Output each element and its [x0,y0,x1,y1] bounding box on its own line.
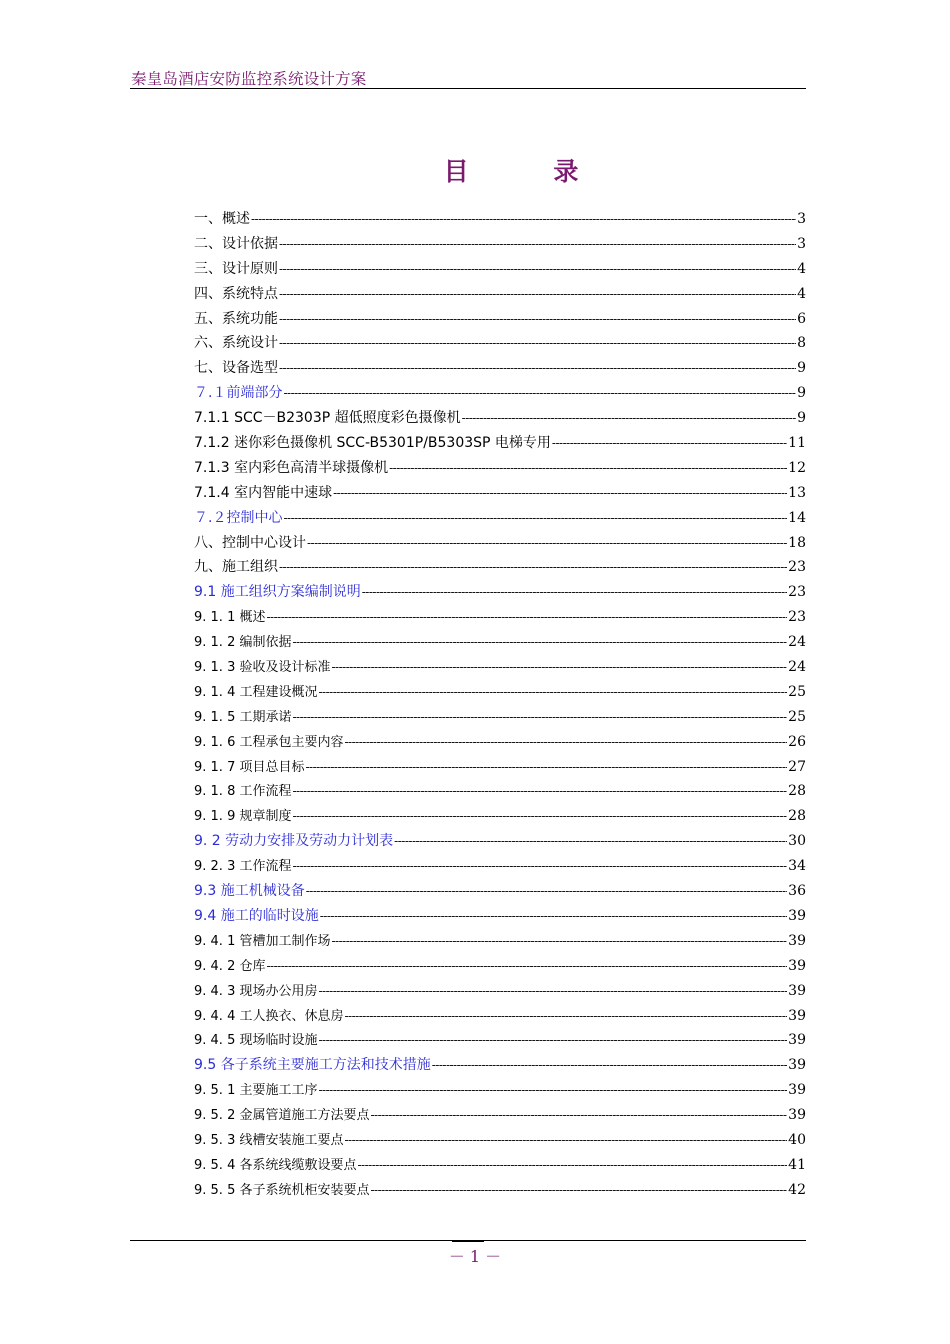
toc-entry[interactable] [194,656,806,681]
toc-entry-page: 14 [788,509,806,526]
toc-dot-leader [318,685,787,699]
toc-entry[interactable] [194,432,806,457]
toc-dot-leader [283,386,796,400]
toc-entry[interactable] [194,532,806,557]
toc-dot-leader [552,436,787,450]
toc-entry-label: 五、系统功能 [194,310,278,327]
toc-dot-leader [318,984,787,998]
toc-entry[interactable] [194,731,806,756]
toc-entry-label: 9. 4. 5 现场临时设施 [194,1033,318,1049]
toc-entry-label: 九、施工组织 [194,559,278,576]
toc-entry[interactable] [194,308,806,333]
toc-dot-leader [292,710,787,724]
toc-entry-label: 9. 1. 9 规章制度 [194,809,292,825]
toc-entry-label: 9.5 各子系统主要施工方法和技术措施 [194,1057,431,1074]
toc-entry-label: 9. 5. 3 线槽安装施工要点 [194,1132,344,1148]
toc-entry[interactable] [194,1104,806,1129]
toc-entry-label: 六、系统设计 [194,335,278,352]
toc-entry[interactable] [194,905,806,930]
toc-dot-leader [432,1058,787,1072]
toc-entry-label: 9. 5. 5 各子系统机柜安装要点 [194,1182,370,1198]
toc-dot-leader [362,585,787,599]
toc-entry[interactable] [194,407,806,432]
toc-entry-label: ７.１前端部分 [194,385,283,402]
toc-entry[interactable] [194,980,806,1005]
toc-dot-leader [292,784,787,798]
toc-entry-label: 9. 1. 1 概述 [194,610,266,626]
toc-dot-leader [333,486,787,500]
toc-dot-leader [279,312,796,326]
toc-dot-leader [305,760,787,774]
toc-entry[interactable] [194,756,806,781]
page-number: － 1 － [448,1247,502,1266]
toc-entry-page: 4 [797,285,806,302]
toc-entry-page: 23 [788,609,806,626]
toc-entry-label: 9. 4. 4 工人换衣、休息房 [194,1008,344,1024]
toc-entry[interactable] [194,258,806,283]
toc-entry-page: 8 [797,335,806,352]
toc-entry-page: 12 [788,459,806,476]
toc-dot-leader [318,1083,787,1097]
toc-entry-page: 39 [788,1082,806,1099]
toc-dot-leader [462,411,796,425]
toc-dot-leader [251,212,796,226]
toc-entry-page: 39 [788,1057,806,1074]
toc-entry[interactable] [194,955,806,980]
toc-entry-page: 39 [788,982,806,999]
toc-dot-leader [357,1158,787,1172]
toc-entry[interactable] [194,1154,806,1179]
toc-entry[interactable] [194,1054,806,1079]
toc-entry[interactable] [194,805,806,830]
toc-dot-leader [292,809,787,823]
toc-entry-page: 24 [788,659,806,676]
toc-entry[interactable] [194,208,806,233]
toc-dot-leader [266,610,787,624]
toc-entry-label: 9. 1. 4 工程建设概况 [194,684,318,700]
toc-entry-label: 7.1.4 室内智能中速球 [194,484,333,501]
toc-entry-label: 9.1 施工组织方案编制说明 [194,584,361,601]
toc-entry-label: 三、设计原则 [194,260,278,277]
toc-entry-page: 41 [788,1156,806,1173]
toc-dot-leader [370,1108,787,1122]
toc-dot-leader [279,336,796,350]
toc-entry-page: 6 [797,310,806,327]
toc-entry-page: 25 [788,708,806,725]
toc-entry-page: 39 [788,1032,806,1049]
toc-entry-label: 9. 1. 2 编制依据 [194,635,292,651]
toc-entry-label: 八、控制中心设计 [194,534,306,551]
toc-entry-page: 36 [788,883,806,900]
toc-entry-page: 25 [788,683,806,700]
toc-entry-label: 9. 5. 4 各系统线缆敷设要点 [194,1157,357,1173]
toc-entry-label: 一、概述 [194,211,250,227]
toc-dot-leader [344,735,787,749]
toc-entry-page: 40 [788,1131,806,1148]
toc-dot-leader [292,859,787,873]
table-of-contents [194,208,806,1204]
toc-entry-page: 3 [797,235,806,252]
toc-entry-page: 26 [788,733,806,750]
toc-dot-leader [344,1133,787,1147]
toc-entry-label: 9. 4. 1 管槽加工制作场 [194,933,331,949]
toc-entry[interactable] [194,1179,806,1204]
toc-entry[interactable] [194,1079,806,1104]
toc-entry-page: 24 [788,634,806,651]
toc-dot-leader [279,361,796,375]
toc-entry-page: 9 [797,385,806,402]
toc-entry-page: 39 [788,907,806,924]
toc-entry[interactable] [194,233,806,258]
toc-entry[interactable] [194,581,806,606]
toc-entry-label: 9. 1. 3 验收及设计标准 [194,660,331,676]
toc-entry[interactable] [194,855,806,880]
toc-entry[interactable] [194,556,806,581]
toc-entry-page: 30 [788,833,806,850]
toc-entry[interactable] [194,507,806,532]
toc-dot-leader [279,262,796,276]
toc-entry-page: 18 [788,534,806,551]
toc-entry-label: 9.4 施工的临时设施 [194,907,319,924]
toc-entry-page: 13 [788,484,806,501]
toc-entry[interactable] [194,880,806,905]
toc-dot-leader [320,909,787,923]
toc-dot-leader [306,884,787,898]
toc-entry-label: 9. 5. 2 金属管道施工方法要点 [194,1108,370,1124]
toc-dot-leader [318,1033,787,1047]
toc-dot-leader [370,1183,787,1197]
toc-dot-leader [344,1009,787,1023]
toc-entry-page: 39 [788,1107,806,1124]
toc-entry[interactable] [194,780,806,805]
toc-entry[interactable] [194,357,806,382]
toc-entry-label: 七、设备选型 [194,360,278,377]
toc-entry-label: 9. 1. 8 工作流程 [194,784,292,800]
document-header-title: 秦皇岛酒店安防监控系统设计方案 [131,70,367,88]
toc-entry-page: 9 [797,410,806,427]
toc-dot-leader [283,511,787,525]
toc-entry-label: 9. 1. 7 项目总目标 [194,759,305,775]
toc-entry[interactable] [194,382,806,407]
toc-entry-label: 四、系统特点 [194,285,278,302]
toc-entry-page: 39 [788,932,806,949]
toc-dot-leader [389,461,787,475]
toc-entry-label: 9. 2. 3 工作流程 [194,859,292,875]
toc-entry-page: 23 [788,584,806,601]
toc-entry[interactable] [194,482,806,507]
toc-entry[interactable] [194,1129,806,1154]
footer-divider-accent [452,1240,484,1242]
toc-dot-leader [331,934,787,948]
toc-entry-page: 34 [788,858,806,875]
toc-entry-label: 二、设计依据 [194,235,278,252]
toc-entry-label: 9. 1. 6 工程承包主要内容 [194,734,344,750]
toc-entry-label: 7.1.3 室内彩色高清半球摄像机 [194,459,389,476]
toc-entry-page: 9 [797,360,806,377]
toc-entry[interactable] [194,706,806,731]
toc-dot-leader [266,959,787,973]
toc-dot-leader [394,834,787,848]
toc-entry[interactable] [194,830,806,855]
toc-entry-page: 28 [788,783,806,800]
toc-entry-page: 3 [797,211,806,227]
toc-entry-page: 42 [788,1181,806,1198]
toc-entry-label: ７.２控制中心 [194,509,283,526]
toc-entry-page: 39 [788,957,806,974]
toc-entry[interactable] [194,332,806,357]
toc-entry-label: 7.1.1 SCC－B2303P 超低照度彩色摄像机 [194,410,461,427]
toc-entry-page: 23 [788,559,806,576]
toc-dot-leader [279,560,787,574]
toc-dot-leader [279,287,796,301]
toc-entry-label: 9. 1. 5 工期承诺 [194,709,292,725]
toc-entry-label: 9. 4. 3 现场办公用房 [194,983,318,999]
toc-entry-label: 7.1.2 迷你彩色摄像机 SCC-B5301P/B5303SP 电梯专用 [194,435,551,452]
toc-entry[interactable] [194,631,806,656]
toc-dot-leader [331,660,787,674]
toc-dot-leader [279,237,796,251]
toc-entry[interactable] [194,283,806,308]
toc-entry[interactable] [194,1005,806,1030]
toc-entry-label: 9. 5. 1 主要施工工序 [194,1083,318,1099]
toc-entry[interactable] [194,681,806,706]
header-divider [130,88,806,89]
toc-entry-page: 11 [788,435,806,452]
toc-entry[interactable] [194,606,806,631]
toc-dot-leader [307,536,787,550]
toc-entry-label: 9. 4. 2 仓库 [194,958,266,974]
toc-entry-label: 9.3 施工机械设备 [194,883,305,900]
toc-entry-label: 9. 2 劳动力安排及劳动力计划表 [194,833,394,850]
toc-entry-page: 28 [788,808,806,825]
toc-dot-leader [292,635,787,649]
toc-entry-page: 27 [788,758,806,775]
toc-entry-page: 39 [788,1007,806,1024]
toc-entry[interactable] [194,457,806,482]
toc-entry[interactable] [194,1029,806,1054]
toc-heading: 目 录 [443,157,617,186]
toc-entry[interactable] [194,930,806,955]
toc-entry-page: 4 [797,260,806,277]
